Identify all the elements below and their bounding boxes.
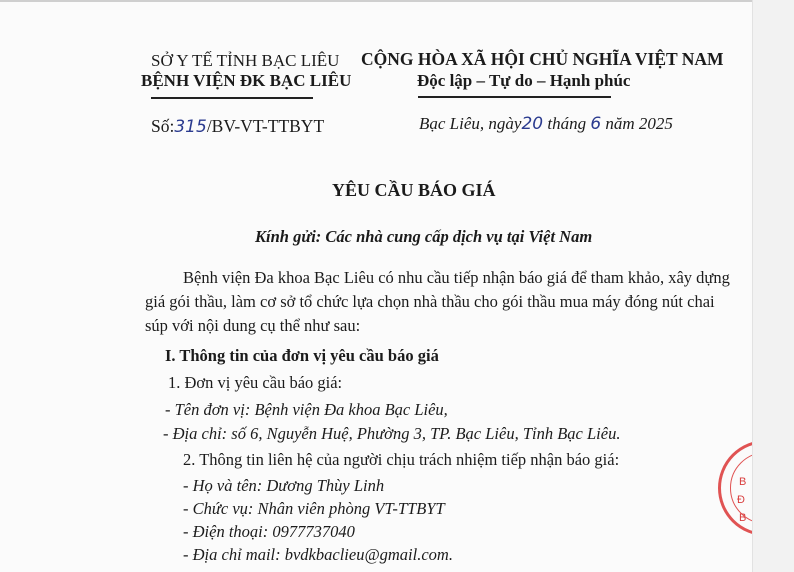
stamp-letter-1: B <box>739 476 747 488</box>
stamp-letter-2: Đ <box>737 494 745 506</box>
contact-email-line: - Địa chỉ mail: bvdkbaclieu@gmail.com. <box>183 545 453 564</box>
intro-line-1: Bệnh viện Đa khoa Bạc Liêu có nhu cầu tiếp nhận báo giá để tham khảo, xây dựng <box>183 268 730 287</box>
country-name: CỘNG HÒA XÃ HỘI CHỦ NGHĨA VIỆT NAM <box>361 49 724 69</box>
so-suffix: /BV-VT-TTBYT <box>206 116 325 136</box>
intro-line-2: giá gói thầu, làm cơ sở tổ chức lựa chọn nhà thầu cho gói thầu mua máy đóng nút chai <box>145 292 715 311</box>
stamp-letter-3: B <box>739 512 747 524</box>
month-label: tháng <box>547 114 587 133</box>
doc-number <box>151 116 324 137</box>
contact-phone-line: - Điện thoại: 0977737040 <box>183 522 355 541</box>
motto-underline <box>418 96 611 98</box>
page-edge <box>752 0 794 572</box>
so-number-handwritten: 315 <box>174 117 207 137</box>
contact-position-line: - Chức vụ: Nhân viên phòng VT-TTBYT <box>183 499 445 518</box>
section-1-item-1-heading: 1. Đơn vị yêu cầu báo giá: <box>168 373 343 392</box>
hospital-underline <box>151 97 313 99</box>
intro-line-3: súp với nội dung cụ thể như sau: <box>145 316 361 335</box>
unit-name-line: - Tên đơn vị: Bệnh viện Đa khoa Bạc Liêu, <box>165 400 448 419</box>
doc-title: YÊU CẦU BÁO GIÁ <box>332 180 496 200</box>
contact-name-line: - Họ và tên: Dương Thùy Linh <box>183 476 385 495</box>
day-handwritten: 20 <box>521 114 544 134</box>
place-date <box>419 114 673 134</box>
section-1-heading: I. Thông tin của đơn vị yêu cầu báo giá <box>165 346 439 365</box>
unit-address-line: - Địa chỉ: số 6, Nguyễn Huệ, Phường 3, TP. Bạc Liêu, Tỉnh Bạc Liêu. <box>163 424 621 443</box>
section-1-item-2-heading: 2. Thông tin liên hệ của người chịu trách nhiệm tiếp nhận báo giá: <box>183 450 620 469</box>
year-label: năm 2025 <box>605 114 673 133</box>
so-label: Số: <box>151 116 175 136</box>
hospital-name: BỆNH VIỆN ĐK BẠC LIÊU <box>141 71 352 90</box>
dept-name: SỞ Y TẾ TỈNH BẠC LIÊU <box>151 51 340 70</box>
top-border <box>0 0 794 2</box>
month-handwritten: 6 <box>590 114 602 134</box>
recipient: Kính gửi: Các nhà cung cấp dịch vụ tại Việt Nam <box>255 227 593 246</box>
place-date-prefix: Bạc Liêu, ngày <box>419 114 522 133</box>
motto: Độc lập – Tự do – Hạnh phúc <box>417 71 631 90</box>
